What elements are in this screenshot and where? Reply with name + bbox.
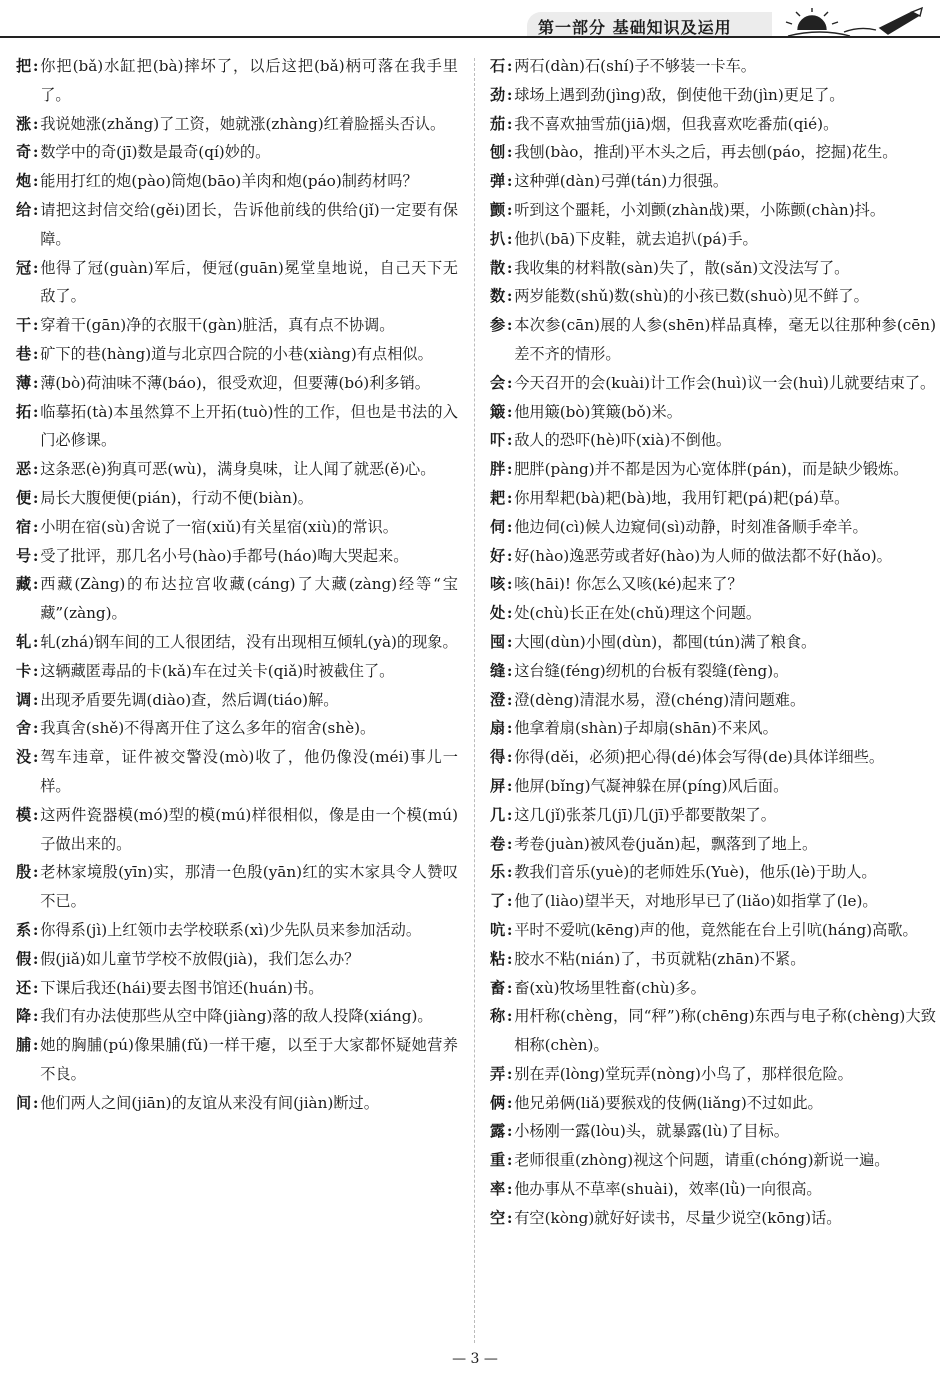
entry-character: 薄 bbox=[16, 373, 32, 392]
entry-colon: : bbox=[506, 661, 513, 680]
entry-sentence: 假(jiǎ)如儿童节学校不放假(jià)，我们怎么办？ bbox=[40, 949, 360, 968]
entry-sentence: 这种弹(dàn)弓弹(tán)力很强。 bbox=[514, 172, 729, 191]
entry-character: 石 bbox=[490, 57, 506, 75]
polyphone-entry bbox=[490, 196, 936, 225]
polyphone-entry bbox=[490, 81, 936, 110]
entry-character: 弹 bbox=[490, 172, 506, 191]
entry-character: 屏 bbox=[490, 776, 506, 795]
polyphone-entry bbox=[490, 945, 936, 974]
polyphone-entry bbox=[16, 1089, 458, 1118]
section-title: 第一部分 基础知识及运用 bbox=[538, 18, 732, 37]
polyphone-entry bbox=[16, 455, 458, 484]
entry-sentence: 我们有办法使那些从空中降(jiàng)落的敌人投降(xiáng)。 bbox=[40, 1007, 433, 1026]
entry-character: 俩 bbox=[490, 1093, 506, 1112]
entry-colon: : bbox=[32, 690, 39, 709]
polyphone-entry bbox=[490, 686, 936, 715]
entry-colon: : bbox=[32, 517, 39, 536]
left-column bbox=[16, 52, 458, 1117]
entry-character: 伺 bbox=[490, 517, 506, 536]
entry-colon: : bbox=[32, 661, 39, 680]
entry-sentence: 这两件瓷器模(mó)型的模(mú)样很相似，像是由一个模(mú)子做出来的。 bbox=[40, 805, 458, 853]
entry-sentence: 老师很重(zhòng)视这个问题，请重(chóng)新说一遍。 bbox=[514, 1151, 890, 1170]
entry-colon: : bbox=[506, 805, 513, 824]
entry-character: 粘 bbox=[490, 949, 506, 968]
entry-colon: : bbox=[32, 258, 39, 277]
entry-colon: : bbox=[506, 229, 513, 248]
entry-colon: : bbox=[506, 863, 513, 882]
entry-sentence: 敌人的恐吓(hè)吓(xià)不倒他。 bbox=[514, 431, 732, 450]
entry-colon: : bbox=[506, 892, 513, 911]
polyphone-entry bbox=[16, 945, 458, 974]
entry-character: 好 bbox=[490, 546, 506, 565]
polyphone-entry bbox=[490, 801, 936, 830]
entry-sentence: 轧(zhá)钢车间的工人很团结，没有出现相互倾轧(yà)的现象。 bbox=[40, 632, 458, 651]
entry-colon: : bbox=[506, 1151, 513, 1170]
entry-character: 扒 bbox=[490, 229, 506, 248]
polyphone-entry bbox=[490, 743, 936, 772]
polyphone-entry bbox=[490, 225, 936, 254]
polyphone-entry bbox=[490, 916, 936, 945]
polyphone-entry bbox=[490, 167, 936, 196]
entry-colon: : bbox=[506, 575, 513, 594]
entry-colon: : bbox=[506, 114, 513, 133]
entry-colon: : bbox=[32, 344, 39, 363]
entry-colon: : bbox=[506, 834, 513, 853]
polyphone-entry bbox=[490, 714, 936, 743]
entry-character: 拓 bbox=[16, 402, 32, 421]
entry-character: 耙 bbox=[490, 488, 506, 507]
entry-character: 模 bbox=[16, 805, 32, 824]
polyphone-entry bbox=[490, 887, 936, 916]
polyphone-entry bbox=[16, 858, 458, 916]
entry-sentence: 这台缝(féng)纫机的台板有裂缝(fèng)。 bbox=[514, 661, 789, 680]
entry-colon: : bbox=[32, 805, 39, 824]
polyphone-entry bbox=[490, 628, 936, 657]
entry-character: 殷 bbox=[16, 863, 32, 882]
entry-character: 劲 bbox=[490, 85, 506, 104]
entry-character: 吭 bbox=[490, 920, 506, 939]
page-footer bbox=[0, 1351, 950, 1367]
entry-sentence: 大囤(dùn)小囤(dùn)，都囤(tún)满了粮食。 bbox=[514, 632, 817, 651]
polyphone-entry bbox=[490, 599, 936, 628]
entry-character: 弄 bbox=[490, 1064, 506, 1083]
polyphone-entry bbox=[490, 1089, 936, 1118]
entry-colon: : bbox=[32, 978, 39, 997]
polyphone-entry bbox=[16, 311, 458, 340]
entry-colon: : bbox=[506, 488, 513, 507]
entry-character: 脯 bbox=[16, 1036, 32, 1055]
entry-sentence: 他了(liào)望半天，对地形早已了(liǎo)如指掌了(le)。 bbox=[514, 892, 878, 911]
polyphone-entry bbox=[16, 254, 458, 312]
entry-sentence: 平时不爱吭(kēng)声的他，竟然能在台上引吭(háng)高歌。 bbox=[514, 920, 918, 939]
polyphone-entry bbox=[490, 772, 936, 801]
entry-sentence: 我不喜欢抽雪茄(jiā)烟，但我喜欢吃番茄(qié)。 bbox=[514, 114, 839, 133]
entry-character: 茄 bbox=[490, 114, 506, 133]
polyphone-entry bbox=[490, 858, 936, 887]
entry-character: 刨 bbox=[490, 143, 506, 162]
entry-colon: : bbox=[506, 85, 513, 104]
entry-sentence: 小明在宿(sù)舍说了一宿(xiǔ)有关星宿(xiù)的常识。 bbox=[40, 517, 398, 536]
entry-sentence: 她的胸脯(pú)像果脯(fǔ)一样干瘪，以至于大家都怀疑她营养不良。 bbox=[40, 1036, 458, 1083]
polyphone-entry bbox=[490, 138, 936, 167]
entry-colon: : bbox=[506, 373, 513, 392]
entry-sentence: 他边伺(cì)候人边窥伺(sì)动静，时刻准备顺手牵羊。 bbox=[514, 517, 868, 536]
polyphone-entry bbox=[16, 1031, 458, 1089]
entry-sentence: 驾车违章，证件被交警没(mò)收了，他仍像没(méi)事儿一样。 bbox=[40, 748, 458, 795]
entry-sentence: 胶水不粘(nián)了，书页就粘(zhān)不紧。 bbox=[514, 949, 806, 968]
polyphone-entry bbox=[16, 570, 458, 628]
right-column bbox=[490, 52, 936, 1233]
entry-colon: : bbox=[506, 604, 513, 623]
entry-character: 得 bbox=[490, 748, 506, 767]
entry-colon: : bbox=[32, 114, 39, 133]
entry-character: 数 bbox=[490, 287, 506, 306]
polyphone-entry bbox=[16, 743, 458, 801]
polyphone-entry bbox=[490, 542, 936, 571]
entry-colon: : bbox=[506, 690, 513, 709]
entry-colon: : bbox=[506, 517, 513, 536]
polyphone-entry bbox=[490, 513, 936, 542]
entry-colon: : bbox=[32, 200, 39, 219]
entry-sentence: 他办事从不草率(shuài)，效率(lǜ)一向很高。 bbox=[514, 1180, 822, 1199]
entry-character: 囤 bbox=[490, 632, 506, 651]
polyphone-entry bbox=[16, 628, 458, 657]
entry-character: 号 bbox=[16, 546, 32, 565]
entry-sentence: 我真舍(shě)不得离开住了这么多年的宿舍(shè)。 bbox=[40, 719, 376, 738]
polyphone-entry bbox=[16, 369, 458, 398]
polyphone-entry bbox=[16, 714, 458, 743]
entry-sentence: 他拿着扇(shàn)子却扇(shān)不来风。 bbox=[514, 719, 778, 738]
polyphone-entry bbox=[16, 167, 458, 196]
entry-sentence: 能用打红的炮(pào)筒炮(bāo)羊肉和炮(páo)制药材吗？ bbox=[40, 172, 418, 191]
entry-colon: : bbox=[506, 748, 513, 767]
polyphone-entry bbox=[490, 455, 936, 484]
entry-character: 畜 bbox=[490, 978, 506, 997]
entry-colon: : bbox=[32, 1036, 39, 1055]
polyphone-entry bbox=[490, 110, 936, 139]
entry-character: 颤 bbox=[490, 200, 506, 219]
page-header bbox=[0, 0, 950, 44]
entry-sentence: 请把这封信交给(gěi)团长，告诉他前线的供给(jǐ)一定要有保障。 bbox=[40, 200, 458, 248]
entry-character: 缝 bbox=[490, 661, 506, 680]
entry-sentence: 矿下的巷(hàng)道与北京四合院的小巷(xiàng)有点相似。 bbox=[40, 344, 433, 363]
entry-colon: : bbox=[32, 373, 39, 392]
entry-colon: : bbox=[32, 402, 39, 421]
polyphone-entry bbox=[490, 570, 936, 599]
entry-colon: : bbox=[32, 632, 39, 651]
polyphone-entry bbox=[490, 1175, 936, 1204]
entry-character: 乐 bbox=[490, 863, 506, 882]
entry-sentence: 澄(dèng)清混水易，澄(chéng)清问题难。 bbox=[514, 690, 806, 709]
entry-character: 散 bbox=[490, 258, 506, 277]
polyphone-entry bbox=[16, 657, 458, 686]
entry-character: 胖 bbox=[490, 460, 506, 479]
polyphone-entry bbox=[16, 801, 458, 859]
polyphone-entry bbox=[490, 1204, 936, 1233]
entry-sentence: 肥胖(pàng)并不都是因为心宽体胖(pán)，而是缺少锻炼。 bbox=[514, 460, 909, 479]
polyphone-entry bbox=[16, 110, 458, 139]
polyphone-entry bbox=[16, 484, 458, 513]
entry-character: 降 bbox=[16, 1007, 32, 1026]
entry-sentence: 教我们音乐(yuè)的老师姓乐(Yuè)，他乐(lè)于助人。 bbox=[514, 863, 877, 882]
entry-sentence: 受了批评，那几名小号(hào)手都号(háo)啕大哭起来。 bbox=[40, 546, 409, 565]
entry-colon: : bbox=[506, 402, 513, 421]
polyphone-entry bbox=[16, 1002, 458, 1031]
entry-character: 澄 bbox=[490, 690, 506, 709]
entry-colon: : bbox=[506, 1007, 513, 1026]
entry-colon: : bbox=[506, 949, 513, 968]
entry-character: 给 bbox=[16, 200, 32, 219]
entry-sentence: 这几(jǐ)张茶几(jī)几(jī)乎都要散架了。 bbox=[514, 805, 776, 824]
entry-sentence: 你得系(jì)上红领巾去学校联系(xì)少先队员来参加活动。 bbox=[40, 920, 422, 939]
entry-colon: : bbox=[506, 1064, 513, 1083]
entry-colon: : bbox=[32, 172, 39, 191]
entry-colon: : bbox=[506, 978, 513, 997]
page-number: — 3 — bbox=[452, 1351, 498, 1367]
entry-sentence: 这辆藏匿毒品的卡(kǎ)车在过关卡(qiǎ)时被截住了。 bbox=[40, 661, 395, 680]
entry-character: 系 bbox=[16, 920, 32, 939]
polyphone-entry bbox=[490, 254, 936, 283]
entry-colon: : bbox=[506, 287, 513, 306]
entry-sentence: 有空(kòng)就好好读书，尽量少说空(kōng)话。 bbox=[514, 1208, 842, 1227]
polyphone-entry bbox=[490, 1146, 936, 1175]
polyphone-entry bbox=[490, 282, 936, 311]
entry-sentence: 你得(děi，必须)把心得(dé)体会写得(de)具体详细些。 bbox=[514, 748, 885, 767]
entry-character: 干 bbox=[16, 316, 32, 335]
polyphone-entry bbox=[16, 916, 458, 945]
entry-sentence: 数学中的奇(jī)数是最奇(qí)妙的。 bbox=[40, 143, 271, 162]
polyphone-entry bbox=[490, 1002, 936, 1060]
entry-character: 会 bbox=[490, 373, 506, 392]
entry-sentence: 下课后我还(hái)要去图书馆还(huán)书。 bbox=[40, 978, 324, 997]
entry-character: 冠 bbox=[16, 258, 32, 277]
entry-colon: : bbox=[506, 1093, 513, 1112]
entry-sentence: 咳(hāi)! 你怎么又咳(ké)起来了？ bbox=[514, 575, 743, 594]
entry-sentence: 好(hào)逸恶劳或者好(hào)为人师的做法都不好(hǎo)。 bbox=[514, 546, 892, 565]
entry-colon: : bbox=[32, 460, 39, 479]
polyphone-entry bbox=[16, 340, 458, 369]
entry-colon: : bbox=[506, 1180, 513, 1199]
entry-colon: : bbox=[506, 57, 513, 75]
entry-sentence: 他扒(bā)下皮鞋，就去追扒(pá)手。 bbox=[514, 229, 758, 248]
entry-colon: : bbox=[32, 316, 39, 335]
polyphone-entry bbox=[490, 1060, 936, 1089]
entry-character: 巷 bbox=[16, 344, 32, 363]
entry-character: 宿 bbox=[16, 517, 32, 536]
entry-sentence: 薄(bò)荷油味不薄(báo)，很受欢迎，但要薄(bó)利多销。 bbox=[40, 373, 430, 392]
polyphone-entry bbox=[490, 426, 936, 455]
entry-character: 便 bbox=[16, 488, 32, 507]
entry-character: 没 bbox=[16, 748, 32, 767]
entry-character: 簸 bbox=[490, 402, 506, 421]
polyphone-entry bbox=[16, 974, 458, 1003]
entry-colon: : bbox=[32, 920, 39, 939]
entry-colon: : bbox=[32, 1007, 39, 1026]
polyphone-entry bbox=[16, 196, 458, 254]
entry-character: 吓 bbox=[490, 431, 506, 450]
entry-sentence: 我刨(bào，推刮)平木头之后，再去刨(páo，挖掘)花生。 bbox=[514, 143, 898, 162]
entry-colon: : bbox=[32, 748, 39, 767]
polyphone-entry bbox=[490, 484, 936, 513]
polyphone-entry bbox=[16, 542, 458, 571]
entry-character: 舍 bbox=[16, 719, 32, 738]
entry-sentence: 西藏(Zàng)的布达拉宫收藏(cáng)了大藏(zàng)经等“宝藏”(zàng)。 bbox=[40, 575, 458, 623]
polyphone-entry bbox=[490, 369, 936, 398]
entry-colon: : bbox=[506, 632, 513, 651]
polyphone-entry bbox=[490, 974, 936, 1003]
entry-sentence: 他们两人之间(jiān)的友谊从来没有间(jiàn)断过。 bbox=[40, 1093, 379, 1112]
entry-sentence: 用杆称(chèng，同“秤”)称(chēng)东西与电子称(chèng)大致相称(chèn)。 bbox=[514, 1007, 936, 1055]
entry-sentence: 他屏(bǐng)气凝神躲在屏(píng)风后面。 bbox=[514, 776, 789, 795]
entry-sentence: 他得了冠(guàn)军后，便冠(guān)冕堂皇地说，自己天下无敌了。 bbox=[40, 258, 458, 306]
entry-colon: : bbox=[506, 776, 513, 795]
entry-colon: : bbox=[506, 143, 513, 162]
entry-character: 咳 bbox=[490, 575, 506, 594]
entry-character: 扇 bbox=[490, 719, 506, 738]
polyphone-entry bbox=[490, 52, 936, 81]
polyphone-entry bbox=[16, 52, 458, 110]
entry-colon: : bbox=[506, 719, 513, 738]
polyphone-entry bbox=[490, 830, 936, 859]
entry-sentence: 他兄弟俩(liǎ)要猴戏的伎俩(liǎng)不过如此。 bbox=[514, 1093, 823, 1112]
entry-colon: : bbox=[506, 460, 513, 479]
entry-colon: : bbox=[32, 57, 39, 75]
polyphone-entry bbox=[490, 1117, 936, 1146]
entry-colon: : bbox=[506, 431, 513, 450]
polyphone-entry bbox=[490, 398, 936, 427]
entry-character: 藏 bbox=[16, 575, 32, 594]
entry-colon: : bbox=[506, 920, 513, 939]
entry-colon: : bbox=[506, 1208, 513, 1227]
entry-sentence: 两石(dàn)石(shí)子不够装一卡车。 bbox=[514, 57, 756, 75]
polyphone-entry bbox=[490, 657, 936, 686]
entry-colon: : bbox=[506, 1122, 513, 1141]
polyphone-entry bbox=[16, 398, 458, 456]
entry-character: 空 bbox=[490, 1208, 506, 1227]
entry-sentence: 今天召开的会(kuài)计工作会(huì)议一会(huì)儿就要结束了。 bbox=[514, 373, 936, 392]
entry-sentence: 老林家境殷(yīn)实，那清一色殷(yān)红的实木家具令人赞叹不已。 bbox=[40, 863, 458, 911]
sunrise-brush-icon bbox=[780, 6, 930, 42]
entry-sentence: 球场上遇到劲(jìng)敌，倒使他干劲(jìn)更足了。 bbox=[514, 85, 845, 104]
polyphone-entry bbox=[16, 686, 458, 715]
entry-colon: : bbox=[32, 546, 39, 565]
entry-character: 炮 bbox=[16, 172, 32, 191]
entry-sentence: 我收集的材料散(sàn)失了，散(sǎn)文没法写了。 bbox=[514, 258, 850, 277]
entry-colon: : bbox=[32, 719, 39, 738]
entry-character: 假 bbox=[16, 949, 32, 968]
entry-character: 了 bbox=[490, 892, 506, 911]
entry-sentence: 听到这个噩耗，小刘颤(zhàn战)栗，小陈颤(chàn)抖。 bbox=[514, 200, 886, 219]
entry-sentence: 出现矛盾要先调(diào)查，然后调(tiáo)解。 bbox=[40, 690, 339, 709]
entry-colon: : bbox=[32, 143, 39, 162]
entry-character: 率 bbox=[490, 1180, 506, 1199]
entry-character: 处 bbox=[490, 604, 506, 623]
entry-character: 间 bbox=[16, 1093, 32, 1112]
polyphone-entry bbox=[490, 311, 936, 369]
entry-sentence: 本次参(cān)展的人参(shēn)样品真棒，毫无以往那种参(cēn)差不齐的情形。 bbox=[514, 316, 936, 363]
entry-sentence: 你用犁耙(bà)耙(bà)地，我用钉耙(pá)耙(pá)草。 bbox=[514, 488, 850, 507]
entry-character: 几 bbox=[490, 805, 506, 824]
entry-character: 涨 bbox=[16, 114, 32, 133]
entry-sentence: 临摹拓(tà)本虽然算不上开拓(tuò)性的工作，但也是书法的入门必修课。 bbox=[40, 402, 458, 450]
entry-character: 轧 bbox=[16, 632, 32, 651]
entry-character: 露 bbox=[490, 1122, 506, 1141]
entry-colon: : bbox=[32, 575, 39, 594]
entry-colon: : bbox=[32, 488, 39, 507]
entry-sentence: 考卷(juàn)被风卷(juǎn)起，飘落到了地上。 bbox=[514, 834, 818, 853]
entry-sentence: 我说她涨(zhǎng)了工资，她就涨(zhàng)红着脸摇头否认。 bbox=[40, 114, 446, 133]
entry-colon: : bbox=[506, 316, 513, 335]
entry-colon: : bbox=[32, 1093, 39, 1112]
entry-colon: : bbox=[506, 546, 513, 565]
entry-character: 恶 bbox=[16, 460, 32, 479]
entry-sentence: 局长大腹便便(pián)，行动不便(biàn)。 bbox=[40, 488, 313, 507]
entry-character: 卷 bbox=[490, 834, 506, 853]
entry-colon: : bbox=[32, 949, 39, 968]
entry-sentence: 这条恶(è)狗真可恶(wù)，满身臭味，让人闻了就恶(ě)心。 bbox=[40, 460, 436, 479]
entry-character: 参 bbox=[490, 316, 506, 335]
entry-sentence: 处(chù)长正在处(chǔ)理这个问题。 bbox=[514, 604, 762, 623]
entry-sentence: 他用簸(bò)箕簸(bǒ)米。 bbox=[514, 402, 682, 421]
entry-character: 调 bbox=[16, 690, 32, 709]
entry-sentence: 两岁能数(shǔ)数(shù)的小孩已数(shuò)见不鲜了。 bbox=[514, 287, 869, 306]
entry-sentence: 穿着干(gān)净的衣服干(gàn)脏活，真有点不协调。 bbox=[40, 316, 395, 335]
entry-sentence: 畜(xù)牧场里牲畜(chù)多。 bbox=[514, 978, 706, 997]
entry-colon: : bbox=[506, 172, 513, 191]
entry-colon: : bbox=[32, 863, 39, 882]
polyphone-entry bbox=[16, 513, 458, 542]
entry-sentence: 别在弄(lòng)堂玩弄(nòng)小鸟了，那样很危险。 bbox=[514, 1064, 853, 1083]
column-divider bbox=[474, 58, 475, 1343]
entry-character: 称 bbox=[490, 1007, 506, 1026]
entry-character: 重 bbox=[490, 1151, 506, 1170]
entry-sentence: 小杨刚一露(lòu)头，就暴露(lù)了目标。 bbox=[514, 1122, 789, 1141]
entry-sentence: 你把(bǎ)水缸把(bà)摔坏了，以后这把(bǎ)柄可落在我手里了。 bbox=[40, 57, 458, 104]
entry-colon: : bbox=[506, 200, 513, 219]
entry-colon: : bbox=[506, 258, 513, 277]
entry-character: 奇 bbox=[16, 143, 32, 162]
entry-character: 卡 bbox=[16, 661, 32, 680]
entry-character: 还 bbox=[16, 978, 32, 997]
entry-character: 把 bbox=[16, 57, 32, 75]
polyphone-entry bbox=[16, 138, 458, 167]
